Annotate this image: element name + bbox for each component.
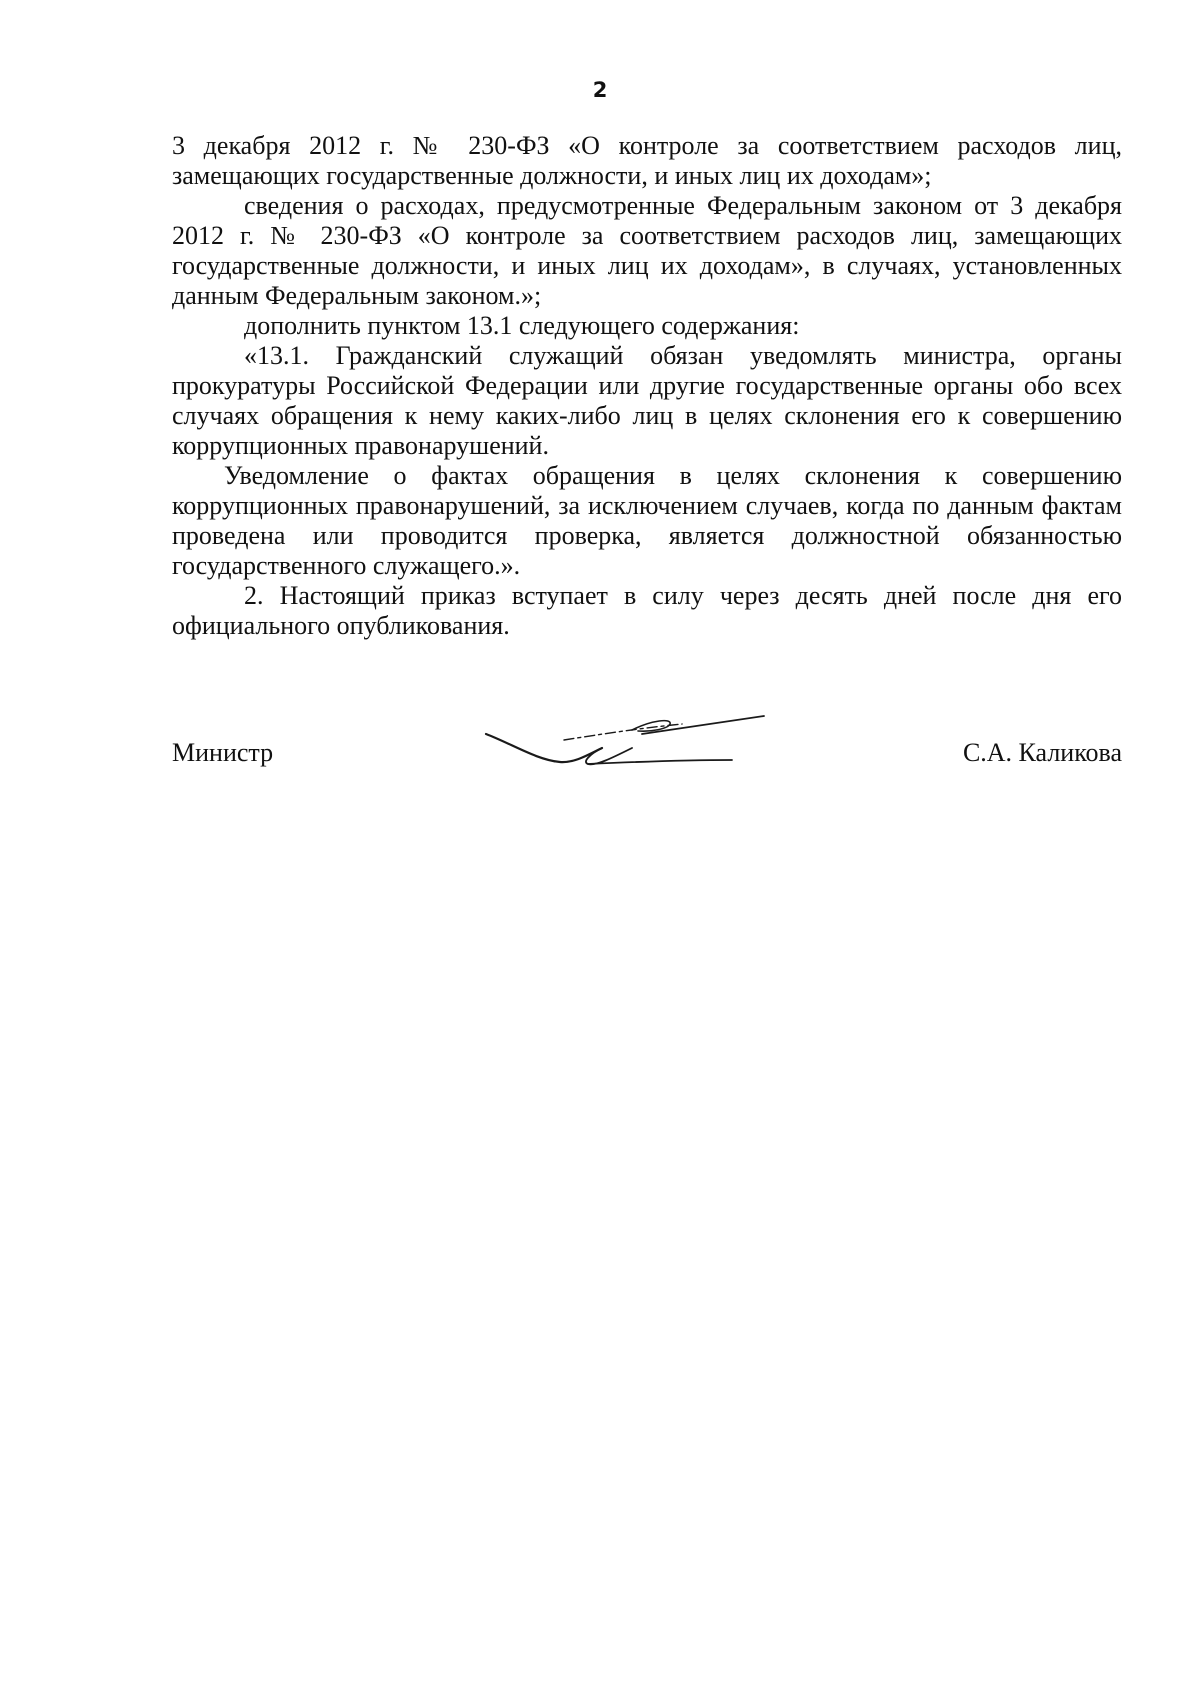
document-body	[172, 131, 1122, 641]
paragraph-clause-13-1: «13.1. Гражданский служащий обязан уведомлять министра, органы прокуратуры Российской Федерации или другие государственные органы обо всех случаях обращения к нему каких-либо лиц в целях склонения его к совершению коррупционных правонарушений.	[172, 341, 1122, 460]
page-number: 2	[592, 78, 608, 102]
paragraph-effective-date: 2. Настоящий приказ вступает в силу через десять дней после дня его официального опубликования.	[172, 581, 1122, 640]
handwritten-signature	[482, 712, 772, 782]
paragraph-add-clause: дополнить пунктом 13.1 следующего содержания:	[244, 311, 800, 340]
signatory-name: С.А. Каликова	[962, 738, 1122, 767]
paragraph-law-reference: 3 декабря 2012 г. № 230-ФЗ «О контроле за соответствием расходов лиц, замещающих государственные должности, и иных лиц их доходам»;	[172, 131, 1122, 190]
signatory-title: Министр	[172, 738, 274, 767]
signature-block	[172, 738, 1122, 798]
paragraph-expense-info: сведения о расходах, предусмотренные Федеральным законом от 3 декабря 2012 г. № 230-ФЗ «О контроле за соответствием расходов лиц, замещающих государственные должности, и иных лиц их доходам», в случаях, установленных данным Федеральным законом.»;	[172, 191, 1122, 310]
paragraph-notification-duty: Уведомление о фактах обращения в целях склонения к совершению коррупционных правонарушений, за исключением случаев, когда по данным фактам проведена или проводится проверка, является должностной обязанностью государственного служащего.».	[172, 461, 1122, 580]
